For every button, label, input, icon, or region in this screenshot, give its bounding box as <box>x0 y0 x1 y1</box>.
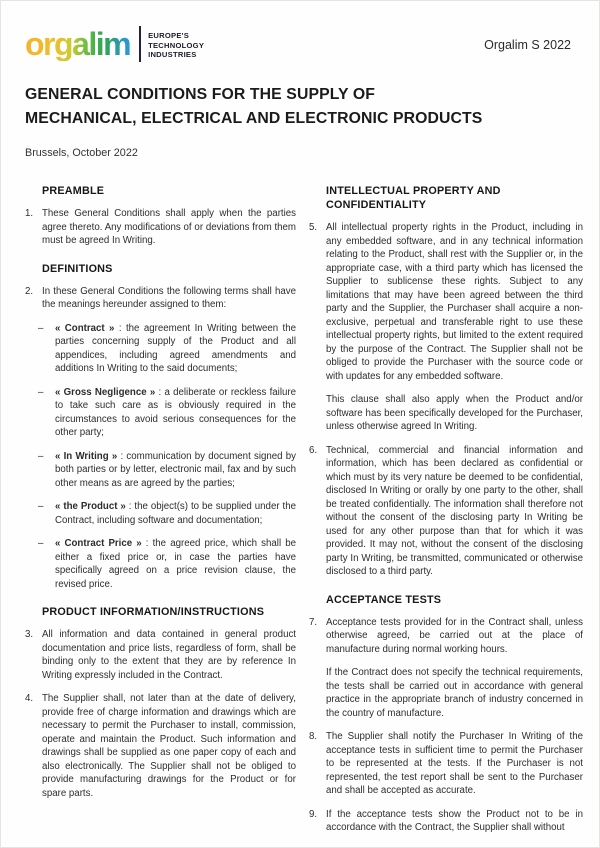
dash-bullet-icon: – <box>38 386 44 398</box>
clause-number: 9. <box>309 808 318 820</box>
definition-term: « Gross Negligence » <box>55 386 156 398</box>
section-heading: INTELLECTUAL PROPERTY AND CONFIDENTIALITY <box>326 185 501 211</box>
definition-item <box>38 386 296 440</box>
dash-bullet-icon: – <box>38 322 44 334</box>
clause-4 <box>25 692 296 800</box>
clause-number: 8. <box>309 731 318 742</box>
logo-tagline-line: TECHNOLOGY <box>148 40 205 50</box>
definition-item <box>38 322 296 376</box>
dash-bullet-icon: – <box>38 538 44 549</box>
definition-text: « Gross Negligence » : a deliberate or reckless failure to take such care as is obviously required in the circumstances to avoid serious consequences for the other party; <box>55 386 296 438</box>
clause-number: 2. <box>25 285 34 297</box>
clause-text: Technical, commercial and financial information and information, which has been declared as confidential or which must by its very nature be deemed to be confidential, disclosed In Writing or orally by one party to the other, shall be treated confidentially. The information shall therefore not without the consent of the disclosing party In Writing be used for any other purpose than that for which it was provided. It may not, without the consent of the disclosing party In Writing, be transmitted, communicated or otherwise disclosed to a third party. <box>326 444 583 577</box>
clause-2 <box>25 285 296 312</box>
clause-text: Acceptance tests provided for in the Contract shall, unless otherwise agreed, be carried out at the place of manufacture during normal working hours. <box>326 616 583 655</box>
section-heading: DEFINITIONS <box>42 262 113 275</box>
clause-text: The Supplier shall notify the Purchaser In Writing of the acceptance tests in sufficient time to permit the Purchaser to be represented at the tests. If the Purchaser is not represented, the test report shall be sent to the Purchaser and shall be accepted as accurate. <box>326 731 583 796</box>
clause-text: All information and data contained in general product documentation and price lists, regardless of form, shall be binding only to the extent that they are by reference In Writing expressly included in the Contract. <box>42 629 296 681</box>
clause-1 <box>25 207 296 248</box>
document-subtitle: Brussels, October 2022 <box>25 147 138 159</box>
page-title <box>25 83 583 131</box>
logo-tagline-line: EUROPE'S <box>148 31 190 41</box>
orgalim-logo <box>25 26 204 62</box>
continuation-paragraph: If the Contract does not specify the technical requirements, the tests shall be carried out in accordance with general practice in the appropriate branch of industry concerned in the country of manufacture. <box>326 667 583 719</box>
page-header <box>25 26 583 62</box>
definition-text: « In Writing » : communication by document signed by both parties or by letter, electronic mail, fax and by such other means as are agreed by the parties; <box>55 450 296 489</box>
clause-7 <box>309 616 583 657</box>
logo-tagline-line: INDUSTRIES <box>148 50 197 60</box>
clause-number: 1. <box>25 208 34 219</box>
definition-term: « Contract Price » <box>55 538 142 549</box>
definition-item <box>38 450 296 491</box>
section-heading: PREAMBLE <box>42 185 105 197</box>
clause-8 <box>309 730 583 798</box>
definition-item <box>38 500 296 527</box>
clause-text: All intellectual property rights in the Product, including in any embedded software, and in any technical information relating to the Product, shall rest with the Supplier or, in the appropriate case, with a third party which has licensed the Supplier to sublicense these rights. Subject to any limitations that may have been agreed between the third party and the Supplier, the Purchaser shall acquire a non-exclusive, perpetual and transferable right to use these intellectual property rights, but limited to the extent required by the purpose of the Contract. The Supplier shall not be obliged to provide the Purchaser with the source code or with updates for any embedded software. <box>326 222 583 382</box>
definition-text: « the Product » : the object(s) to be supplied under the Contract, including software and documentation; <box>55 501 296 526</box>
clause-5 <box>309 221 583 383</box>
logo-divider <box>139 26 141 62</box>
left-column <box>25 182 296 845</box>
clause-text: The Supplier shall, not later than at the date of delivery, provide free of charge information and drawings which are necessary to permit the Purchaser to install, commission, operate and maintain the Product. Such information and drawings shall be supplied as one paper copy of each and also electronically. The Supplier shall not be obliged to provide manufacturing drawings for the Product or for spare parts. <box>42 693 296 799</box>
section-heading: PRODUCT INFORMATION/INSTRUCTIONS <box>42 606 265 618</box>
definition-term: « Contract » <box>55 322 115 334</box>
orgalim-wordmark-icon: orgalim <box>25 26 131 62</box>
document-reference: Orgalim S 2022 <box>484 38 571 52</box>
clause-number: 7. <box>309 616 318 628</box>
dash-bullet-icon: – <box>38 450 44 462</box>
definition-text: « Contract » : the agreement In Writing between the parties concerning supply of the Product and all appendices, including agreed amendments and additions In Writing to the said documents; <box>55 322 296 374</box>
clause-9 <box>309 808 583 835</box>
definition-text: « Contract Price » : the agreed price, which shall be either a fixed price or, in case the parties have specifically agreed on a price revision clause, the revised price. <box>55 538 296 590</box>
definition-item <box>38 537 296 591</box>
definition-term: « the Product » <box>55 501 126 512</box>
clause-3 <box>25 628 296 682</box>
continuation-paragraph: This clause shall also apply when the Product and/or software has been specifically developed for the Purchaser, unless otherwise agreed In Writing. <box>326 394 583 432</box>
logo-tagline <box>148 28 204 60</box>
section-heading: ACCEPTANCE TESTS <box>326 593 442 606</box>
document-body <box>25 182 583 845</box>
definition-term: « In Writing » <box>55 450 118 462</box>
clause-number: 4. <box>25 693 34 704</box>
clause-number: 6. <box>309 444 318 456</box>
clause-number: 3. <box>25 629 34 640</box>
right-column <box>309 182 583 845</box>
clause-number: 5. <box>309 222 318 233</box>
clause-6 <box>309 444 583 579</box>
dash-bullet-icon: – <box>38 501 44 512</box>
clause-text: These General Conditions shall apply when the parties agree thereto. Any modifications of or deviations from them must be agreed In Writing. <box>42 208 296 246</box>
page-title-line2: MECHANICAL, ELECTRICAL AND ELECTRONIC PRODUCTS <box>25 110 483 127</box>
page-title-line1: GENERAL CONDITIONS FOR THE SUPPLY OF <box>25 86 376 103</box>
clause-text: If the acceptance tests show the Product not to be in accordance with the Contract, the Supplier shall without <box>326 808 583 833</box>
clause-text: In these General Conditions the following terms shall have the meanings hereunder assigned to them: <box>42 285 296 310</box>
